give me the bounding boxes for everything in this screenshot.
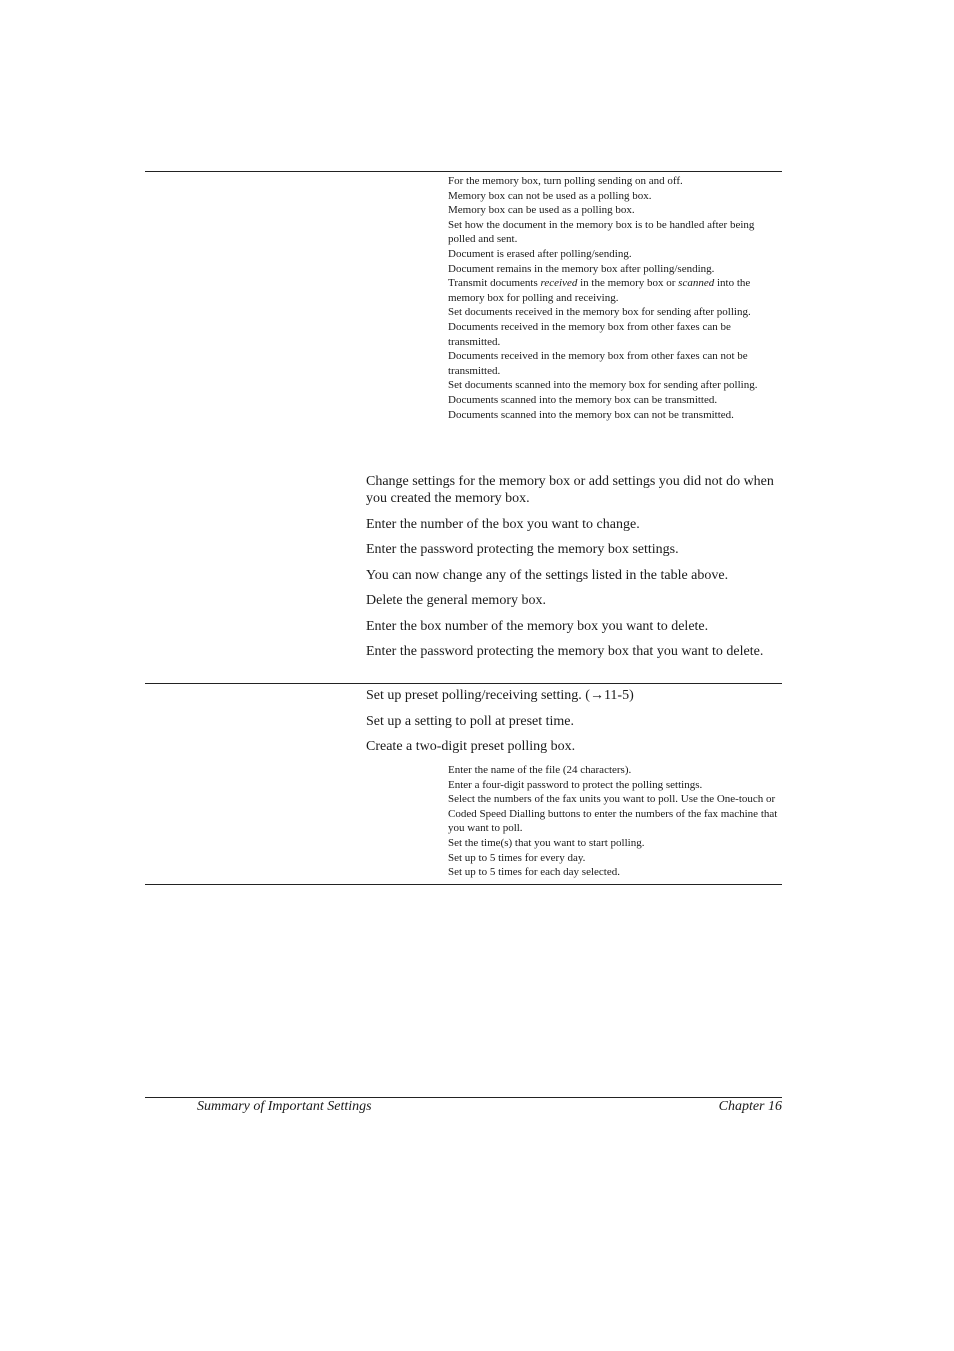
instruction-text: Delete the general memory box. <box>366 593 546 608</box>
option-text: Documents received in the memory box from other faxes can not be transmitted. <box>448 350 748 377</box>
option-text: Set how the document in the memory box is to be handled after being polled and sent. <box>448 218 755 246</box>
option-text: Set documents scanned into the memory box for sending after polling. <box>448 379 758 392</box>
preset-polling-instructions <box>366 687 778 764</box>
option-text: Select the numbers of the fax units you want to poll. Use the One-touch or Coded Speed Dialling buttons to enter the numbers of the fax machine that you want to poll. <box>448 793 778 835</box>
instruction-text: Set up a setting to poll at preset time. <box>366 713 575 729</box>
option-text: Documents scanned into the memory box can not be transmitted. <box>448 408 734 421</box>
option-text: For the memory box, turn polling sending on and off. <box>448 175 683 187</box>
instruction-text: You can now change any of the settings listed in the table above. <box>366 567 729 583</box>
instruction-text: Set up preset polling/receiving setting. (→11-5) <box>366 688 634 703</box>
memory-box-polling-options <box>448 174 778 422</box>
footer-chapter: Chapter 16 <box>718 1099 782 1114</box>
footer-title: Summary of Important Settings <box>197 1099 372 1114</box>
option-text: Document is erased after polling/sending. <box>448 247 632 260</box>
option-text: Memory box can be used as a polling box. <box>448 204 635 217</box>
change-delete-instructions <box>366 473 778 669</box>
preset-polling-box-options <box>448 763 778 880</box>
option-text: Documents received in the memory box from other faxes can be transmitted. <box>448 320 731 348</box>
option-text: Set up to 5 times for every day. <box>448 851 586 864</box>
footer-rule <box>145 1097 782 1098</box>
option-text: Enter the name of the file (24 characters). <box>448 764 632 776</box>
instruction-text: Change settings for the memory box or add settings you did not do when you created the memory box. <box>366 474 774 506</box>
section-divider <box>145 683 782 684</box>
option-text: Document remains in the memory box after polling/sending. <box>448 262 715 275</box>
instruction-text: Enter the password protecting the memory box settings. <box>366 542 679 557</box>
top-rule <box>145 171 782 172</box>
instruction-text: Enter the password protecting the memory box that you want to delete. <box>366 644 764 659</box>
option-text: Set documents received in the memory box for sending after polling. <box>448 306 751 319</box>
instruction-text: Create a two-digit preset polling box. <box>366 739 576 754</box>
transmit-documents-text: Transmit documents received in the memory box or scanned into the memory box for polling and receiving. <box>448 277 751 304</box>
option-text: Enter a four-digit password to protect the polling settings. <box>448 778 703 791</box>
option-text: Set up to 5 times for each day selected. <box>448 866 620 879</box>
option-text: Set the time(s) that you want to start polling. <box>448 836 645 849</box>
bottom-rule <box>145 884 782 885</box>
option-text: Documents scanned into the memory box can be transmitted. <box>448 393 718 406</box>
instruction-text: Enter the box number of the memory box you want to delete. <box>366 618 709 634</box>
instruction-text: Enter the number of the box you want to change. <box>366 516 640 532</box>
option-text: Memory box can not be used as a polling box. <box>448 189 652 202</box>
